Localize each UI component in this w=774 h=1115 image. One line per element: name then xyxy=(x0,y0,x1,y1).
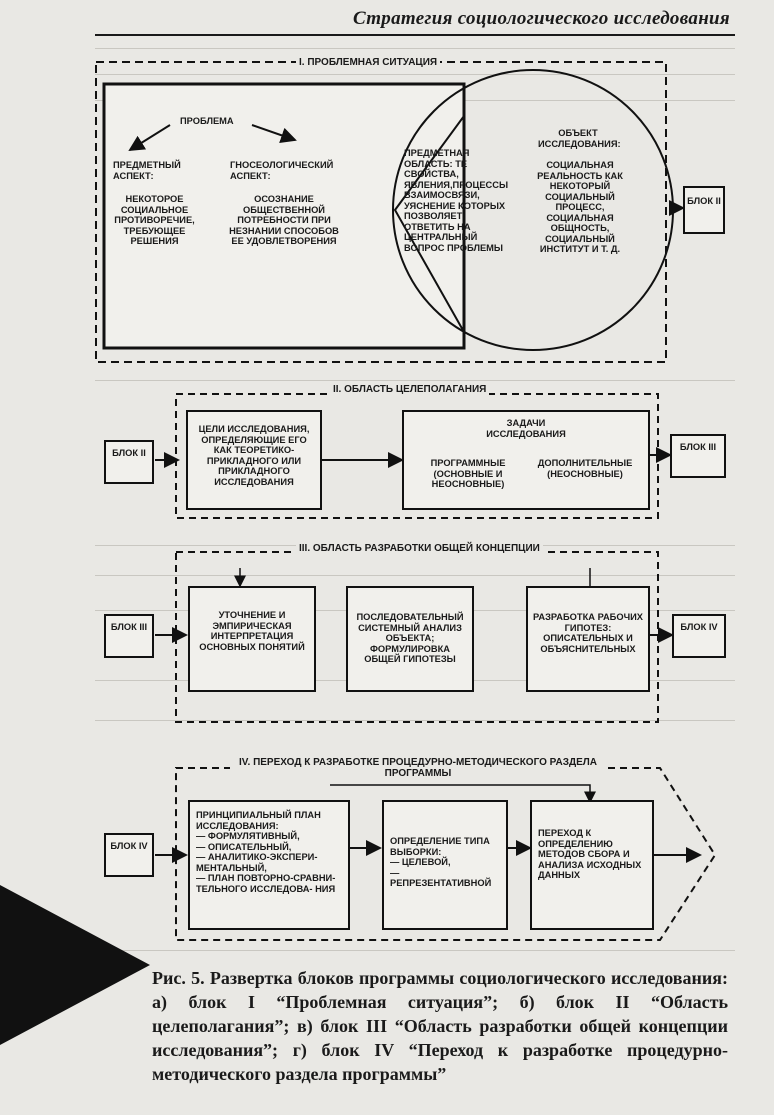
subject-aspect-label: ПРЕДМЕТНЫЙ АСПЕКТ: xyxy=(113,160,181,181)
plan-item: — АНАЛИТИКО-ЭКСПЕРИ- МЕНТАЛЬНЫЙ, xyxy=(196,852,318,873)
section2-title: II. ОБЛАСТЬ ЦЕЛЕПОЛАГАНИЯ xyxy=(330,384,489,395)
block4-box-in: БЛОК IV xyxy=(104,833,154,877)
block3-box-in: БЛОК III xyxy=(104,614,154,658)
research-plan-box xyxy=(188,800,350,930)
section4-title: IV. ПЕРЕХОД К РАЗРАБОТКЕ ПРОЦЕДУРНО-МЕТОДИЧЕСКОГО РАЗДЕЛА ПРОГРАММЫ xyxy=(230,757,606,779)
concepts-box: УТОЧНЕНИЕ И ЭМПИРИЧЕСКАЯ ИНТЕРПРЕТАЦИЯ ОСНОВНЫХ ПОНЯТИЙ xyxy=(188,586,316,692)
sample-item: — РЕПРЕЗЕНТАТИВНОЙ xyxy=(390,867,492,888)
working-hypotheses-box: РАЗРАБОТКА РАБОЧИХ ГИПОТЕЗ: ОПИСАТЕЛЬНЫХ И ОБЪЯСНИТЕЛЬНЫХ xyxy=(526,586,650,692)
block2-box-in: БЛОК II xyxy=(104,440,154,484)
additional-tasks: ДОПОЛНИТЕЛЬНЫЕ (НЕОСНОВНЫЕ) xyxy=(537,458,633,479)
problem-label: ПРОБЛЕМА xyxy=(180,116,234,126)
goals-box: ЦЕЛИ ИССЛЕДОВАНИЯ, ОПРЕДЕЛЯЮЩИЕ ЕГО КАК ТЕОРЕТИКО-ПРИКЛАДНОГО ИЛИ ПРИКЛАДНОГО ИССЛЕДОВАНИЯ xyxy=(186,410,322,510)
sample-type-title: ОПРЕДЕЛЕНИЕ ТИПА ВЫБОРКИ: xyxy=(390,836,490,857)
programmatic-tasks: ПРОГРАММНЫЕ (ОСНОВНЫЕ И НЕОСНОВНЫЕ) xyxy=(430,458,506,489)
section1-title: I. ПРОБЛЕМНАЯ СИТУАЦИЯ xyxy=(296,57,440,68)
research-plan-title: ПРИНЦИПИАЛЬНЫЙ ПЛАН ИССЛЕДОВАНИЯ: xyxy=(196,810,321,831)
block2-box-out: БЛОК II xyxy=(683,186,725,234)
decorative-triangle xyxy=(0,885,150,1045)
section3-title: III. ОБЛАСТЬ РАЗРАБОТКИ ОБЩЕЙ КОНЦЕПЦИИ xyxy=(296,543,543,554)
sample-type-box xyxy=(382,800,508,930)
plan-item: — ПЛАН ПОВТОРНО-СРАВНИ- ТЕЛЬНОГО ИССЛЕДОВА- НИЯ xyxy=(196,873,336,894)
subject-area-text: ПРЕДМЕТНАЯ ОБЛАСТЬ: ТЕ СВОЙСТВА, ЯВЛЕНИЯ,ПРОЦЕССЫ ВЗАИМОСВЯЗИ, УЯСНЕНИЕ КОТОРЫХ ПОЗВОЛЯЕТ ОТВЕТИТЬ НА ЦЕНТРАЛЬНЫЙ ВОПРОС ПРОБЛЕМЫ xyxy=(404,148,509,253)
sample-item: — ЦЕЛЕВОЙ, xyxy=(390,857,451,867)
tasks-label: ЗАДАЧИ ИССЛЕДОВАНИЯ xyxy=(486,418,566,439)
gnoseo-aspect-text: ОСОЗНАНИЕ ОБЩЕСТВЕННОЙ ПОТРЕБНОСТИ ПРИ НЕЗНАНИИ СПОСОБОВ ЕЕ УДОВЛЕТВОРЕНИЯ xyxy=(229,194,339,246)
object-text: СОЦИАЛЬНАЯ РЕАЛЬНОСТЬ КАК НЕКОТОРЫЙ СОЦИАЛЬНЫЙ ПРОЦЕСС, СОЦИАЛЬНАЯ ОБЩНОСТЬ, СОЦИАЛЬНЫЙ ИНСТИТУТ И Т. Д. xyxy=(537,160,623,254)
gnoseo-aspect-label: ГНОСЕОЛОГИЧЕСКИЙ АСПЕКТ: xyxy=(230,160,334,181)
page-header: Стратегия социологического исследования xyxy=(352,8,730,29)
figure-caption: Рис. 5. Развертка блоков программы социологического исследования: а) блок I “Проблемная ситуация”; б) блок II “Область целеполагания”; в) блок III “Область разработки общей концепции исследования”; г) блок IV “Переход к разработке процедурно-методического раздела программы” xyxy=(152,968,728,1084)
object-label: ОБЪЕКТ ИССЛЕДОВАНИЯ: xyxy=(538,128,621,149)
plan-item: — ОПИСАТЕЛЬНЫЙ, xyxy=(196,841,292,852)
subject-aspect-text: НЕКОТОРОЕ СОЦИАЛЬНОЕ ПРОТИВОРЕЧИЕ, ТРЕБУЮЩЕЕ РЕШЕНИЯ xyxy=(114,194,195,246)
system-analysis-box: ПОСЛЕДОВАТЕЛЬНЫЙ СИСТЕМНЫЙ АНАЛИЗ ОБЪЕКТА; ФОРМУЛИРОВКА ОБЩЕЙ ГИПОТЕЗЫ xyxy=(346,586,474,692)
block4-box-out: БЛОК IV xyxy=(672,614,726,658)
plan-item: — ФОРМУЛЯТИВНЫЙ, xyxy=(196,831,300,841)
block3-box-out: БЛОК III xyxy=(670,434,726,478)
methods-box: ПЕРЕХОД К ОПРЕДЕЛЕНИЮ МЕТОДОВ СБОРА И АНАЛИЗА ИСХОДНЫХ ДАННЫХ xyxy=(530,800,654,930)
